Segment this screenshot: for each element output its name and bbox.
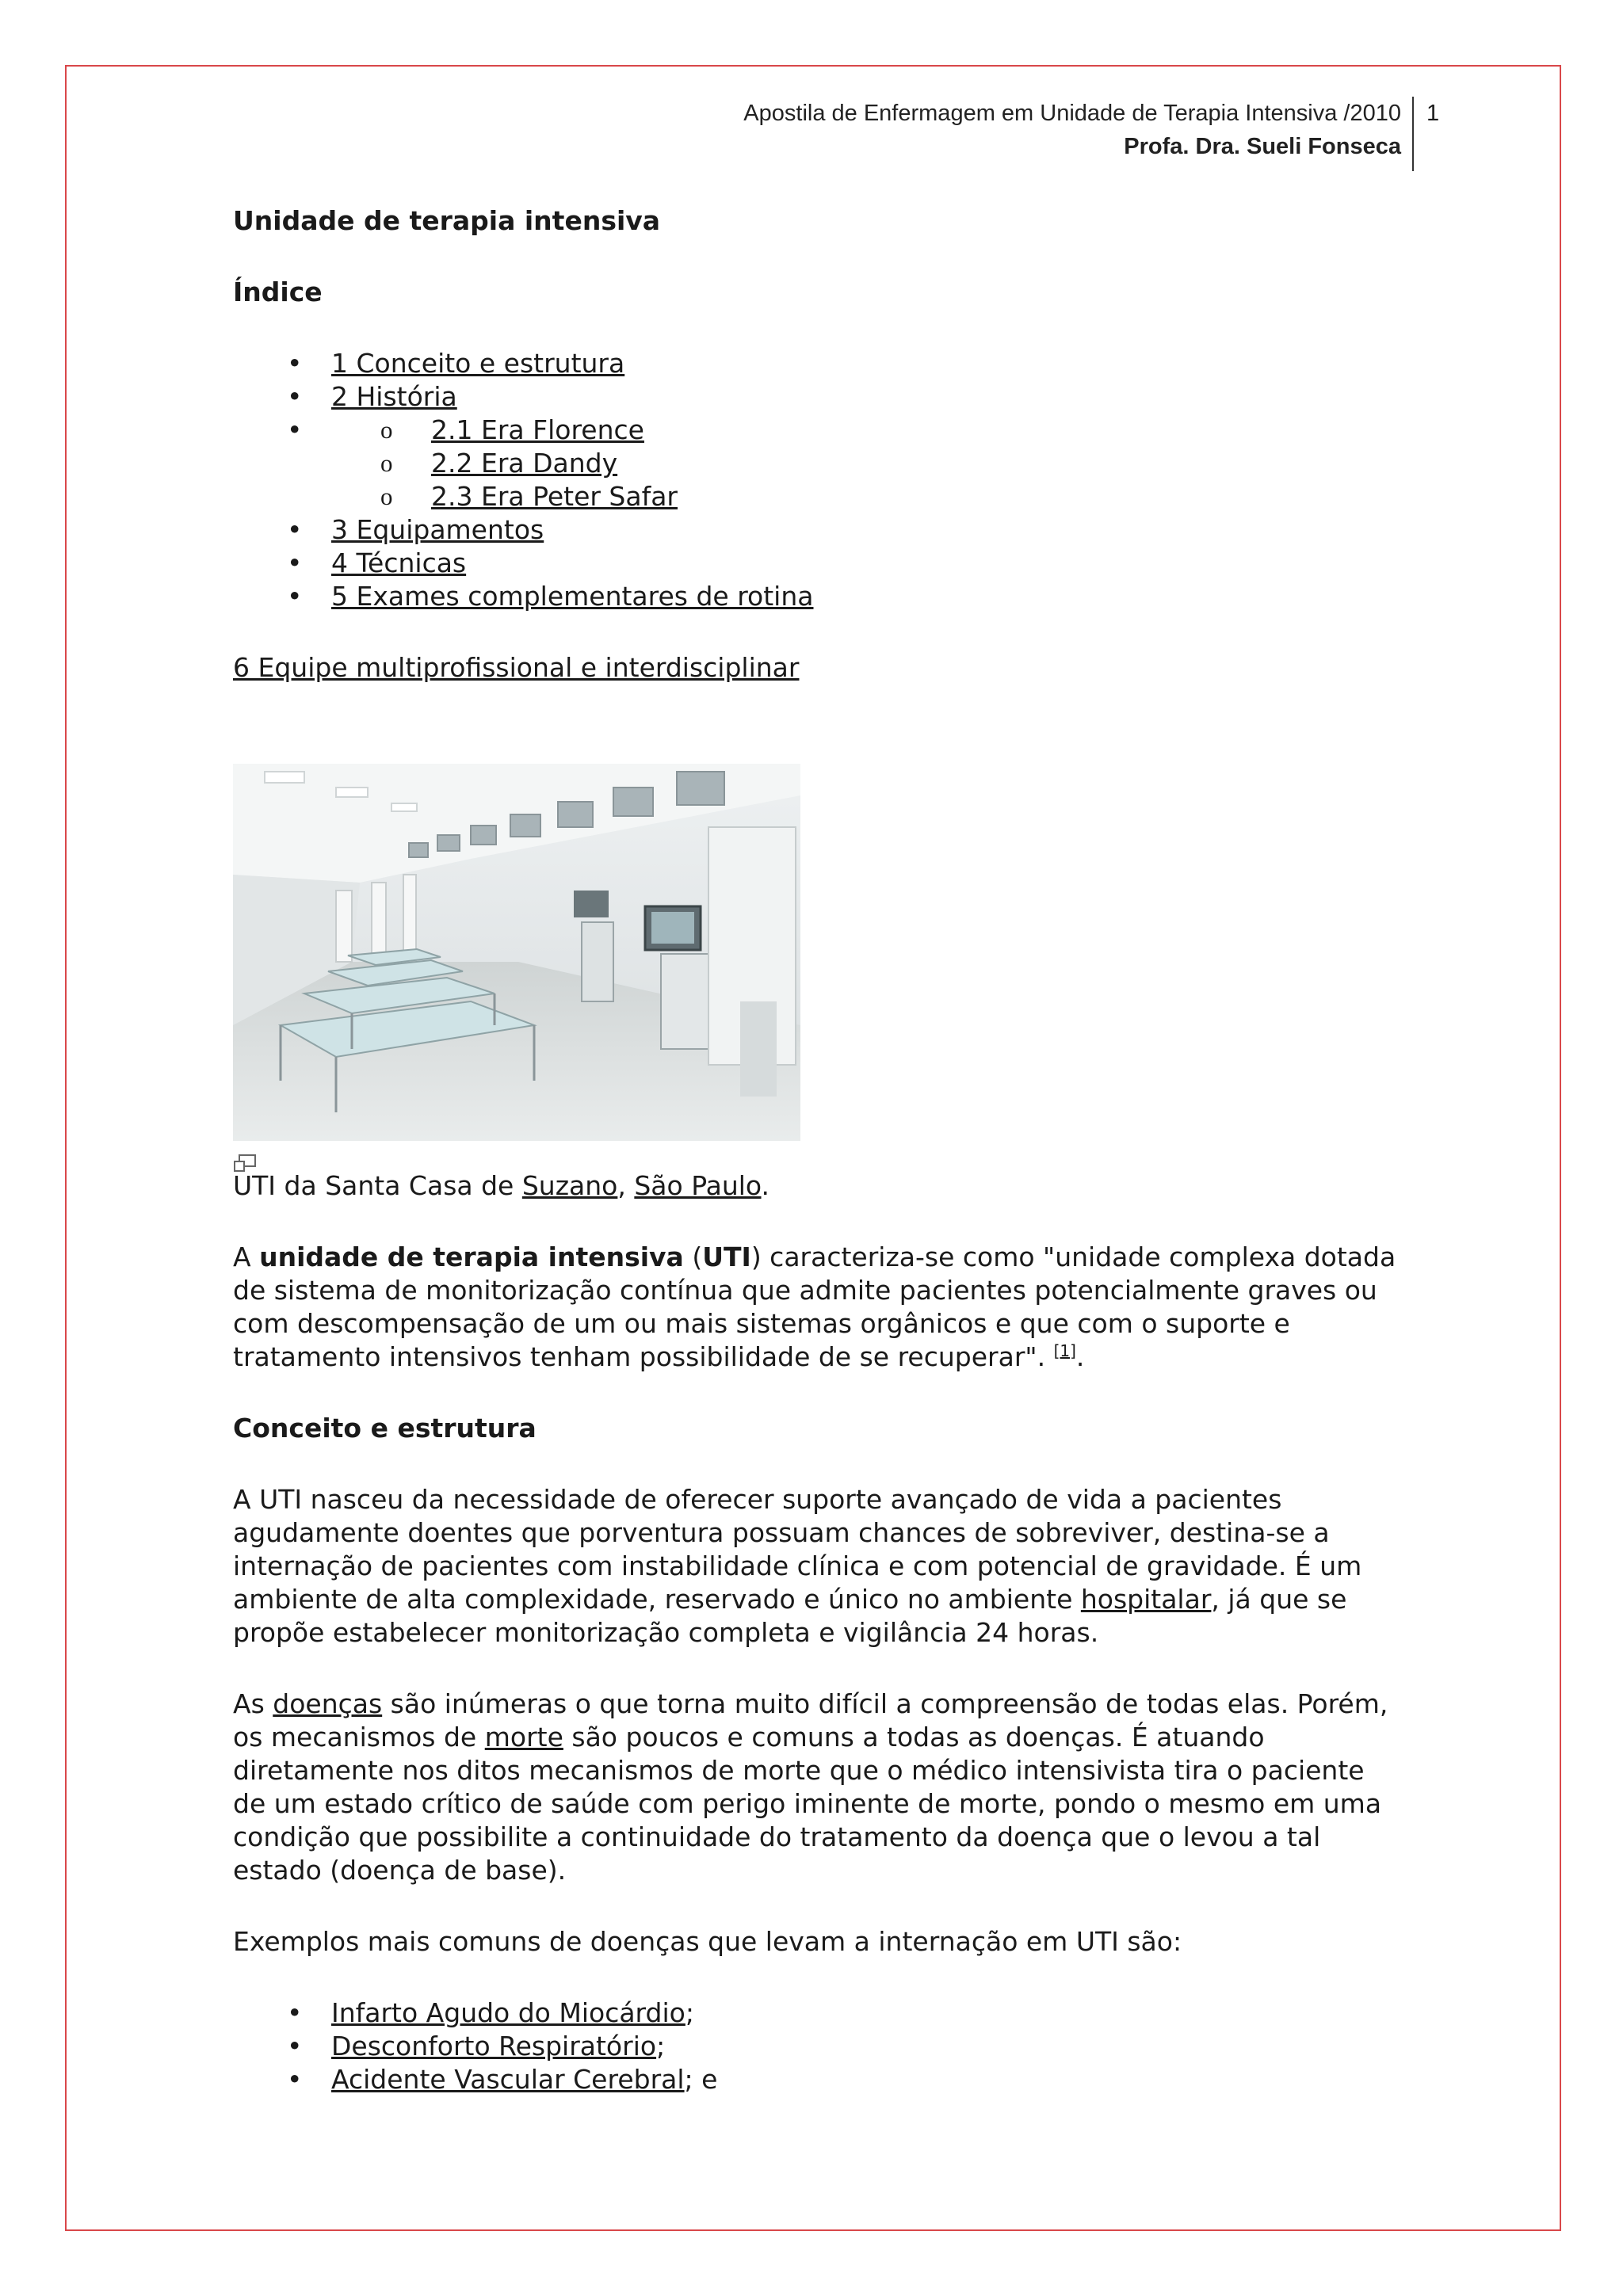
paragraph-text: são inúmeras o que torna muito difícil a compreensão de todas elas. Porém, os mecanismos de: [233, 1688, 1388, 1753]
paragraph-text: , já que se propõe estabelecer monitorização completa e vigilância 24 horas.: [233, 1584, 1347, 1648]
intro-paragraph: [233, 1241, 1398, 1374]
uti-photo-illustration: [233, 764, 800, 1141]
table-of-contents: [233, 347, 1398, 613]
intro-text: (: [683, 1241, 703, 1272]
toc-link-equipamentos[interactable]: 3 Equipamentos: [331, 514, 544, 545]
toc-link-era-florence[interactable]: 2.1 Era Florence: [431, 414, 644, 445]
caption-link-suzano[interactable]: Suzano: [521, 1170, 618, 1201]
toc-link-tecnicas[interactable]: 4 Técnicas: [331, 547, 467, 578]
list-item: [233, 2030, 1398, 2063]
link-doencas[interactable]: doenças: [273, 1688, 383, 1719]
link-morte[interactable]: morte: [484, 1722, 563, 1753]
caption-end: .: [761, 1170, 770, 1201]
section-paragraph: [233, 1483, 1398, 1650]
intro-bold-acronym: UTI: [702, 1241, 751, 1272]
document-title: Unidade de terapia intensiva: [233, 205, 661, 236]
magnify-icon[interactable]: [233, 1149, 257, 1169]
caption-text: UTI da Santa Casa de: [233, 1170, 522, 1201]
examples-list: [233, 1997, 1398, 2096]
link-avc[interactable]: Acidente Vascular Cerebral: [331, 2064, 685, 2095]
list-item-suffix: ;: [685, 1997, 694, 2028]
list-item-suffix: ;: [656, 2031, 666, 2061]
toc-link-historia[interactable]: 2 História: [331, 381, 457, 412]
running-header: [743, 97, 1414, 171]
paragraph-text: A UTI nasceu da necessidade de oferecer suporte avançado de vida a pacientes agudamente doentes que porventura possuam chances de sobreviver, destina-se a internação de pacientes com instabilidade clínica e com potencial de gravidade. É um ambiente de alta complexidade, reservado e único no ambiente: [233, 1484, 1362, 1615]
toc-sublist: [233, 414, 1398, 513]
toc-item: [233, 513, 1398, 547]
toc-subitem: [233, 480, 1398, 513]
list-item: [233, 2063, 1398, 2096]
paragraph-text: são poucos e comuns a todas as doenças. É atuando diretamente nos ditos mecanismos de morte que o médico intensivista tira o paciente de um estado crítico de saúde com perigo iminente de morte, pondo o mesmo em uma condição que possibilite a continuidade do tratamento da doença que o levou a tal estado (doença de base).: [233, 1722, 1382, 1886]
page-number: 1: [1426, 101, 1440, 126]
link-hospitalar[interactable]: hospitalar: [1080, 1584, 1212, 1615]
intro-text: .: [1075, 1341, 1085, 1372]
toc-link-era-dandy[interactable]: 2.2 Era Dandy: [431, 448, 618, 479]
toc-subitem: [233, 414, 1398, 447]
intro-bold-term: unidade de terapia intensiva: [259, 1241, 684, 1272]
toc-item: [233, 347, 1398, 380]
toc-subitem: [233, 447, 1398, 480]
header-author: Profa. Dra. Sueli Fonseca: [1124, 134, 1401, 159]
section-paragraph: Exemplos mais comuns de doenças que levam a internação em UTI são:: [233, 1926, 1182, 1957]
section-paragraph: [233, 1688, 1398, 1887]
uti-photo[interactable]: [233, 764, 800, 1141]
figure-caption: [233, 1169, 1398, 1203]
index-heading: Índice: [233, 277, 323, 307]
toc-item: [233, 380, 1398, 414]
link-desconforto[interactable]: Desconforto Respiratório: [331, 2031, 657, 2061]
toc-link-equipe[interactable]: 6 Equipe multiprofissional e interdisciplinar: [233, 652, 800, 683]
caption-link-sao-paulo[interactable]: São Paulo: [634, 1170, 762, 1201]
toc-item: [233, 547, 1398, 580]
link-infarto[interactable]: Infarto Agudo do Miocárdio: [331, 1997, 685, 2028]
list-item-suffix: ; e: [684, 2064, 718, 2095]
paragraph-text: As: [233, 1688, 273, 1719]
toc-link-conceito[interactable]: 1 Conceito e estrutura: [331, 348, 625, 379]
intro-text: ) caracteriza-se como "unidade complexa dotada de sistema de monitorização contínua que admite pacientes potencialmente graves ou com descompensação de um ou mais sistemas orgânicos e que com o suporte e tratamento intensivos tenham possibilidade de se recuperar".: [233, 1241, 1396, 1372]
caption-sep: ,: [617, 1170, 635, 1201]
list-item: [233, 1997, 1398, 2030]
reference-link[interactable]: [1]: [1053, 1341, 1076, 1360]
header-title: Apostila de Enfermagem em Unidade de Terapia Intensiva /2010: [743, 101, 1401, 126]
toc-item: [233, 580, 1398, 613]
toc-link-era-peter-safar[interactable]: 2.3 Era Peter Safar: [431, 481, 678, 512]
document-body: [233, 204, 1398, 2096]
intro-text: A: [233, 1241, 260, 1272]
section-heading-conceito: Conceito e estrutura: [233, 1413, 537, 1444]
toc-link-exames[interactable]: 5 Exames complementares de rotina: [331, 581, 814, 612]
toc-subgroup: [233, 414, 1398, 513]
